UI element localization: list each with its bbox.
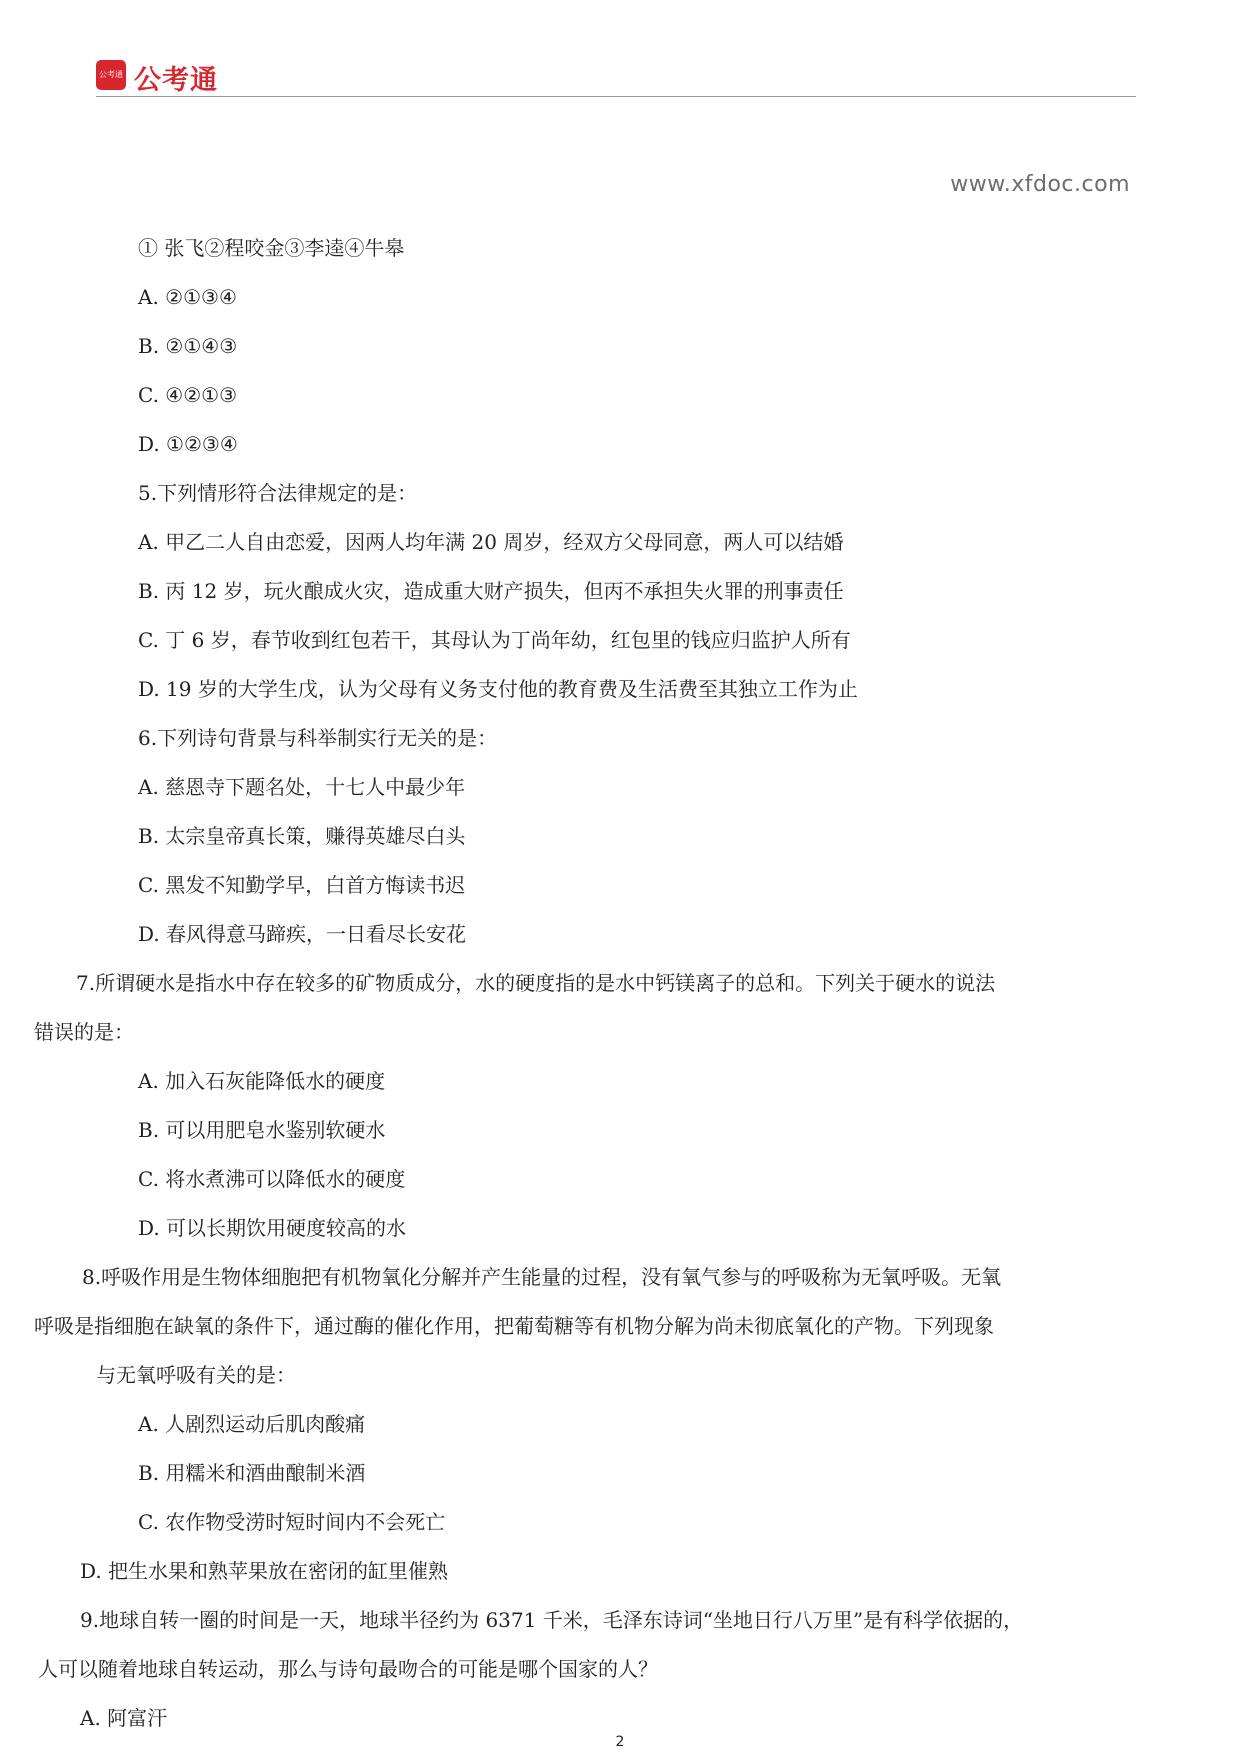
option-line: B. 丙 12 岁，玩火酿成火灾，造成重大财产损失，但丙不承担失火罪的刑事责任 [138, 579, 844, 603]
question-line: 人可以随着地球自转运动，那么与诗句最吻合的可能是哪个国家的人？ [38, 1657, 658, 1681]
question-line: 呼吸是指细胞在缺氧的条件下，通过酶的催化作用，把葡萄糖等有机物分解为尚未彻底氧化的产物。下列现象 [34, 1314, 994, 1338]
option-line: B. 用糯米和酒曲酿制米酒 [138, 1461, 366, 1485]
option-line: D. 春风得意马蹄疾，一日看尽长安花 [138, 922, 467, 946]
text-line: ① 张飞②程咬金③李逵④牛皋 [138, 236, 405, 260]
option-line: A. ②①③④ [138, 285, 237, 309]
question-line: 5.下列情形符合法律规定的是： [138, 481, 418, 505]
question-line: 6.下列诗句背景与科举制实行无关的是： [138, 726, 498, 750]
option-line: B. ②①④③ [138, 334, 238, 358]
option-line: A. 慈恩寺下题名处，十七人中最少年 [138, 775, 466, 799]
question-line: 错误的是： [34, 1020, 134, 1044]
option-line: C. 将水煮沸可以降低水的硬度 [138, 1167, 406, 1191]
page-number: 2 [615, 1734, 625, 1750]
option-line: D. 把生水果和熟苹果放在密闭的缸里催熟 [80, 1559, 449, 1583]
option-line: D. 可以长期饮用硬度较高的水 [138, 1216, 407, 1240]
option-line: D. ①②③④ [138, 432, 238, 456]
option-line: C. 丁 6 岁，春节收到红包若干，其母认为丁尚年幼，红包里的钱应归监护人所有 [138, 628, 851, 652]
option-line: A. 加入石灰能降低水的硬度 [138, 1069, 386, 1093]
option-line: B. 可以用肥皂水鉴别软硬水 [138, 1118, 386, 1142]
header [96, 58, 1136, 98]
option-line: C. 农作物受涝时短时间内不会死亡 [138, 1510, 446, 1534]
option-line: C. 黑发不知勤学早，白首方悔读书迟 [138, 873, 466, 897]
logo-icon: 公考通 [96, 60, 126, 90]
question-line: 7.所谓硬水是指水中存在较多的矿物质成分，水的硬度指的是水中钙镁离子的总和。下列关于硬水的说法 [76, 971, 996, 995]
question-line: 与无氧呼吸有关的是： [96, 1363, 296, 1387]
question-line: 9.地球自转一圈的时间是一天，地球半径约为 6371 千米，毛泽东诗词“坐地日行八万里”是有科学依据的， [80, 1608, 1024, 1632]
option-line: A. 阿富汗 [80, 1706, 168, 1730]
option-line: A. 人剧烈运动后肌肉酸痛 [138, 1412, 366, 1436]
option-line: D. 19 岁的大学生戊，认为父母有义务支付他的教育费及生活费至其独立工作为止 [138, 677, 858, 701]
option-line: A. 甲乙二人自由恋爱，因两人均年满 20 周岁，经双方父母同意，两人可以结婚 [138, 530, 844, 554]
watermark: www.xfdoc.com [950, 172, 1130, 197]
option-line: B. 太宗皇帝真长策，赚得英雄尽白头 [138, 824, 466, 848]
header-divider [96, 96, 1136, 97]
logo-text: 公考通 [134, 65, 218, 96]
question-line: 8.呼吸作用是生物体细胞把有机物氧化分解并产生能量的过程，没有氧气参与的呼吸称为无氧呼吸。无氧 [82, 1265, 1002, 1289]
option-line: C. ④②①③ [138, 383, 238, 407]
